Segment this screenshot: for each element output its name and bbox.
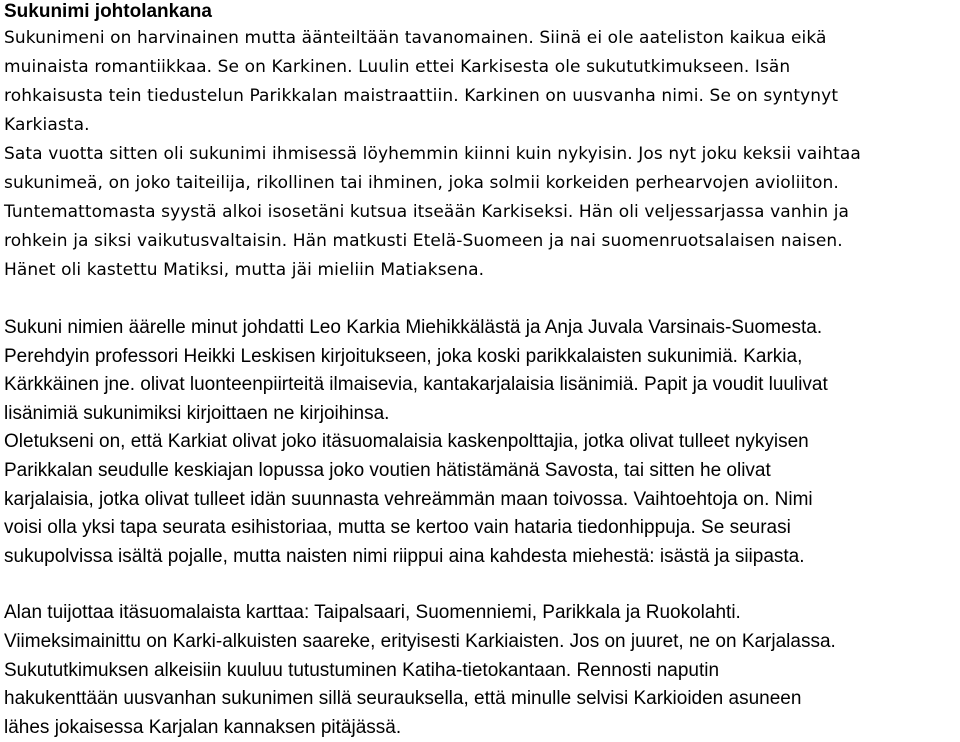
text-line: lähes jokaisessa Karjalan kannaksen pitäjässä. bbox=[4, 716, 402, 738]
text-line: Karkiasta. bbox=[4, 115, 90, 135]
text-line: Sukututkimuksen alkeisiin kuuluu tutustuminen Katiha-tietokantaan. Rennosti naputin bbox=[4, 659, 720, 681]
text-line: Oletukseni on, että Karkiat olivat joko itäsuomalaisia kaskenpolttajia, jotka olivat tulleet nykyisen bbox=[4, 431, 809, 453]
text-line: Tuntemattomasta syystä alkoi isosetäni kutsua itseään Karkiseksi. Hän oli veljessarjassa vanhin ja bbox=[4, 202, 850, 222]
text-line: hakukenttään uusvanhan sukunimen sillä seurauksella, että minulle selvisi Karkioiden asuneen bbox=[4, 688, 802, 710]
text-line: Sukunimeni on harvinainen mutta äänteiltään tavanomainen. Siinä ei ole aateliston kaikua eikä bbox=[4, 28, 827, 48]
paragraph-intro bbox=[4, 24, 956, 140]
document-page bbox=[4, 0, 956, 742]
text-line: sukunimeä, on joko taiteilija, rikollinen tai ihminen, joka solmii korkeiden perhearvojen avioliiton. bbox=[4, 173, 839, 193]
text-line: voisi olla yksi tapa seurata esihistoriaa, mutta se kertoo vain hataria tiedonhippuja. Se seurasi bbox=[4, 517, 791, 539]
paragraph-map bbox=[4, 599, 956, 742]
text-line: Sukuni nimien äärelle minut johdatti Leo Karkia Miehikkälästä ja Anja Juvala Varsinais-Suomesta. bbox=[4, 317, 823, 338]
text-line: Alan tuijottaa itäsuomalaista karttaa: Taipalsaari, Suomenniemi, Parikkala ja Ruokolahti. bbox=[4, 602, 741, 624]
text-line: lisänimiä sukunimiksi kirjoittaen ne kirjoihinsa. bbox=[4, 402, 390, 424]
paragraph-history bbox=[4, 140, 956, 285]
paragraph-hypothesis bbox=[4, 428, 956, 571]
document-title: Sukunimi johtolankana bbox=[4, 1, 212, 22]
text-line: karjalaisia, jotka olivat tulleet idän suunnasta vehreämmän maan toivossa. Vaihtoehtoja on. Nimi bbox=[4, 488, 813, 510]
text-line: rohkaisusta tein tiedustelun Parikkalan maistraattiin. Karkinen on uusvanha nimi. Se on syntynyt bbox=[4, 86, 839, 106]
paragraph-origins bbox=[4, 314, 956, 428]
paragraph-spacer bbox=[4, 571, 956, 599]
text-line: Sata vuotta sitten oli sukunimi ihmisessä löyhemmin kiinni kuin nykyisin. Jos nyt joku keksii vaihtaa bbox=[4, 144, 861, 164]
text-line: rohkein ja siksi vaikutusvaltaisin. Hän matkusti Etelä-Suomeen ja nai suomenruotsalaisen naisen. bbox=[4, 231, 843, 251]
paragraph-spacer bbox=[4, 285, 956, 314]
text-line: Viimeksimainittu on Karki-alkuisten saareke, erityisesti Karkiaisten. Jos on juuret, ne on Karjalassa. bbox=[4, 630, 836, 652]
text-line: Kärkkäinen jne. olivat luonteenpiirteitä ilmaisevia, kantakarjalaisia lisänimiä. Papit ja voudit luulivat bbox=[4, 374, 828, 396]
text-line: Hänet oli kastettu Matiksi, mutta jäi mieliin Matiaksena. bbox=[4, 260, 485, 280]
text-line: Perehdyin professori Heikki Leskisen kirjoitukseen, joka koski parikkalaisten sukunimiä. Karkia, bbox=[4, 345, 803, 367]
text-line: muinaista romantiikkaa. Se on Karkinen. Luulin ettei Karkisesta ole sukututkimukseen. Isän bbox=[4, 57, 791, 77]
text-line: sukupolvissa isältä pojalle, mutta naisten nimi riippui aina kahdesta miehestä: isästä ja siipasta. bbox=[4, 545, 805, 567]
text-line: Parikkalan seudulle keskiajan lopussa joko voutien hätistämänä Savosta, tai sitten he olivat bbox=[4, 459, 771, 481]
